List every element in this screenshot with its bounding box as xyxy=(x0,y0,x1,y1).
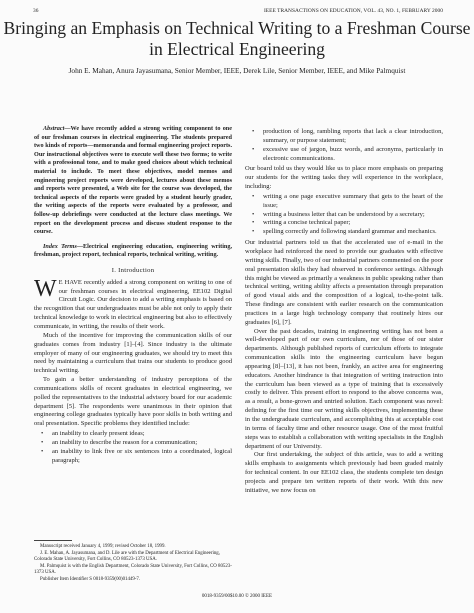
intro-paragraph-1 xyxy=(34,275,232,332)
list-item: • writing a business letter that can be understood by a secretary; xyxy=(263,211,443,220)
abstract xyxy=(34,125,232,237)
writing-task-list xyxy=(245,193,443,237)
index-terms xyxy=(34,243,232,260)
footnote-affiliation-1: J. E. Mahan, A. Jayasumana, and D. Lile are with the Department of Electrical Engineering, Colorado State University, Fort Collins, CO 80523-1373 USA. xyxy=(34,550,220,563)
left-column xyxy=(34,125,232,467)
list-item: • an inability to link five or six sentences into a coordinated, logical paragraph; xyxy=(52,448,232,466)
right-paragraph-3: Over the past decades, training in engineering writing has not been a well-developed part of our own curriculum, nor of those of our sister departments. Although published reports of curriculum efforts to integrate communication skills into the engineering curriculum have begun appearing [8]–[13], it has not been, frankly, an active area for engineering educators. Another hindrance is that integration of writing instruction into the curriculum has been viewed as a type of training that is excessively costly to deliver. This present effort to respond to the above concerns was, as a result, a bone-grown and untried solution. Each component was novel: defining for the first time our writing skills objectives, implementing these in the undergraduate curriculum, and accomplishing this at acceptable cost in terms of faculty time and other resource usage. One of the most fruitful steps was to establish a collaboration with writing specialists in the English department of our University. xyxy=(245,327,443,450)
problem-list xyxy=(34,430,232,465)
index-terms-text: Electrical engineering education, engineering writing, freshman, project report, technical reports, technical writing, writing. xyxy=(34,242,232,259)
intro-paragraph-2: Much of the incentive for improving the communication skills of our graduates comes from industry [1]–[4]. Since industry is the ultimate employer of many of our engineering graduates, we should try to meet this need by maintaining a curriculum that trains our students to produce good technical writing. xyxy=(34,331,232,375)
list-item: • production of long, rambling reports that lack a clear introduction, summary, or purpose statement; xyxy=(263,128,443,146)
copyright-footer: 0018-9359/00$10.00 © 2000 IEEE xyxy=(201,594,273,599)
abstract-text: We have recently added a strong writing component to one of our freshman courses in electrical engineering. The students prepared two kinds of reports—memoranda and formal engineering project reports. Our instructional objectives were to execute well these two forms; to write with a professional tone, and to make good choices about which technical material to include. To meet these objectives, model memos and engineering project reports were developed, lectures about these memos and reports were presented, a Web site for the course was developed, the technical aspects of the reports were graded by a student hourly grader, the writing aspects of the reports were evaluated by a professor, and follow-up debriefings were conducted at the lecture class meetings. We report on the development process and discuss student response to the course. xyxy=(34,125,232,236)
footnote xyxy=(34,540,232,584)
author-list: John E. Mahan, Anura Jayasumana, Senior Member, IEEE, Derek Lile, Senior Member, IEEE, and Mike Palmquist xyxy=(68,66,406,75)
list-item: • writing a one page executive summary that gets to the heart of the issue; xyxy=(263,193,443,211)
list-item: • writing a concise technical paper; xyxy=(263,219,443,228)
index-terms-label: Index Terms— xyxy=(43,242,83,250)
section-heading: I. Introduction xyxy=(111,266,155,274)
drop-cap: W xyxy=(34,275,57,302)
abstract-label: Abstract— xyxy=(43,125,71,132)
footnote-affiliation-2: M. Palmquist is with the English Department, Colorado State University, Fort Collins, CO 80523-1373 USA. xyxy=(34,563,232,576)
right-paragraph-1: Our board told us they would like us to place more emphasis on preparing our students for the writing tasks they will experience in the workplace, including: xyxy=(245,165,443,191)
intro-paragraph-3: To gain a better understanding of industry perceptions of the communications skills of recent graduates in electrical engineering, we polled the representatives to the industrial advisory board for our academic department [5]. The respondents were unanimous in their opinion that engineering college graduates typically have poor skills in both writing and oral presentation. Specific problems they identified include: xyxy=(34,376,232,428)
right-paragraph-2: Our industrial partners told us that the accelerated use of e-mail in the workplace had reinforced the need to provide our graduates with effective writing skills. Finally, two of our industrial partners commented on the poor oral presentation skills they had observed in conference settings. Although this might be viewed as primarily a weakness in public speaking rather than technical writing, writing ability affects a presentation through preparation of good visual aids and the composition of a logical, to-the-point talk. These findings are consistent with earlier research on the communication practices in a large high technology company that routinely hires our graduates [6], [7]. xyxy=(245,239,443,326)
running-header xyxy=(33,7,443,15)
right-column xyxy=(245,127,443,496)
intro-p1-text: E HAVE recently added a strong component on writing to one of our freshman courses in electrical engineering, EE102 Digital Circuit Logic. Our decision to add a writing emphasis is based on the recognition that our undergraduates must be able not only to apply their technical knowledge to work in electrical engineering but also to effectively communicate, in writing, the results of their work. xyxy=(34,278,232,330)
right-paragraph-4: Our first undertaking, the subject of this article, was to add a writing skills emphasis to assignments which previously had been graded mainly for technical content. In our EE102 class, the students complete ten design projects and prepare ten written reports of their work. With this new initiative, we now focus on xyxy=(245,451,443,494)
list-item: • an inability to describe the reason for a communication; xyxy=(52,439,232,448)
page-number: 36 xyxy=(33,8,39,14)
problem-list-continued xyxy=(245,128,443,163)
list-item: • excessive use of jargon, buzz words, and acronyms, particularly in electronic communications. xyxy=(263,146,443,164)
list-item: • spelling correctly and following standard grammar and mechanics. xyxy=(263,228,443,237)
footnote-rule xyxy=(34,540,72,541)
footnote-received: Manuscript received January 4, 1999; revised October 18, 1999. xyxy=(40,544,166,549)
list-item: • an inability to clearly present ideas; xyxy=(52,430,232,439)
paper-title: Bringing an Emphasis on Technical Writing to a Freshman Course in Electrical Engineering xyxy=(3,18,471,59)
footnote-pii: Publisher Item Identifier S 0018-9359(00)01449-7. xyxy=(40,576,141,582)
running-head: IEEE TRANSACTIONS ON EDUCATION, VOL. 43, NO. 1, FEBRUARY 2000 xyxy=(263,8,443,14)
